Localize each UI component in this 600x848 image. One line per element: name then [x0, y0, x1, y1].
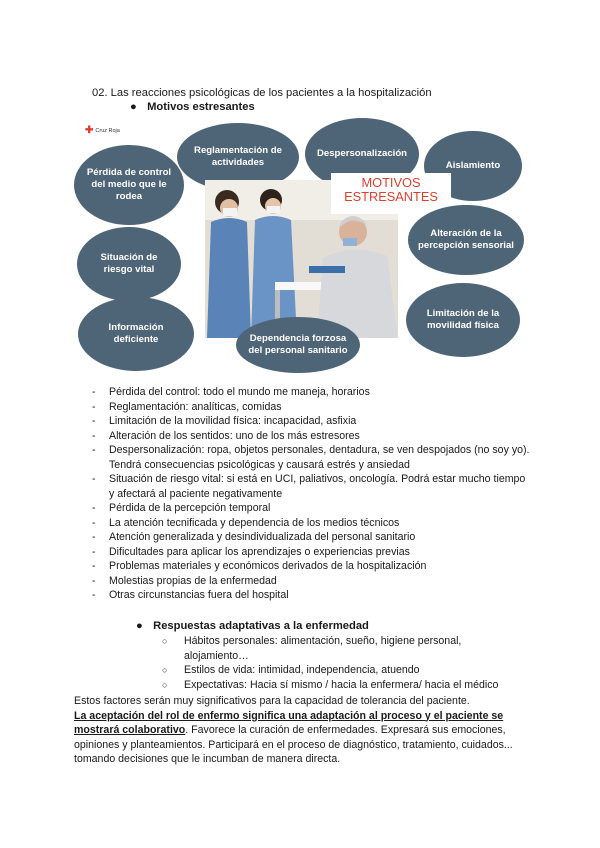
sub-list-item: ○ Expectativas: Hacia sí mismo / hacia la enfermera/ hacia el médico — [162, 678, 522, 693]
oval-aislamiento: Aislamiento — [424, 131, 522, 201]
motivos-title-line2: ESTRESANTES — [344, 189, 438, 205]
list-item: - La atención tecnificada y dependencia de los medios técnicos — [92, 516, 532, 531]
logo-text: Cruz Roja — [95, 127, 120, 134]
list-item: - Otras circunstancias fuera del hospital — [92, 588, 532, 603]
bullet-dot: ● — [130, 101, 137, 113]
list-item: - Pérdida del control: todo el mundo me maneja, horarios — [92, 385, 532, 400]
motivos-title-box — [331, 173, 451, 214]
bullet-motivos-label: Motivos estresantes — [147, 101, 255, 113]
closing-paragraph — [74, 694, 534, 767]
list-item: - Problemas materiales y económicos derivados de la hospitalización — [92, 559, 532, 574]
list-item: - Pérdida de la percepción temporal — [92, 501, 532, 516]
bullet-respuestas — [136, 620, 556, 632]
oval-perdida-control: Pérdida de control del medio que le rodea — [74, 145, 184, 225]
bullet-motivos — [130, 101, 255, 113]
list-item: - Dificultades para aplicar los aprendizajes o experiencias previas — [92, 545, 532, 560]
stress-factors-list — [92, 385, 532, 603]
section-heading: 02. Las reacciones psicológicas de los pacientes a la hospitalización — [92, 87, 432, 99]
list-item: - Molestias propias de la enfermedad — [92, 574, 532, 589]
paragraph-body — [74, 709, 534, 767]
list-item: - Despersonalización: ropa, objetos personales, dentadura, se ven despojados (no soy yo). Tendrá consecuencias psicológicas y causará estrés y ansiedad — [92, 443, 532, 472]
motivos-title-line1: MOTIVOS — [361, 175, 421, 190]
stress-factors-diagram — [74, 113, 524, 373]
oval-despersonalizacion: Despersonalización — [305, 118, 419, 190]
bullet-dot: ● — [136, 620, 143, 632]
oval-informacion-deficiente: Información deficiente — [78, 297, 194, 371]
sub-list-item: ○ Hábitos personales: alimentación, sueño, higiene personal, alojamiento… — [162, 634, 522, 663]
paragraph-intro: Estos factores serán muy significativos para la capacidad de tolerancia del paciente. — [74, 695, 470, 707]
bullet-respuestas-label: Respuestas adaptativas a la enfermedad — [153, 620, 369, 632]
oval-dependencia-forzosa: Dependencia forzosa del personal sanitario — [236, 317, 360, 373]
oval-situacion-riesgo: Situación de riesgo vital — [77, 227, 181, 301]
list-item: - Situación de riesgo vital: si está en UCI, paliativos, oncología. Podrá estar mucho tiempo y afectará al paciente negativamente — [92, 472, 532, 501]
list-item: - Limitación de la movilidad física: incapacidad, asfixia — [92, 414, 532, 429]
red-cross-icon: ✚ — [85, 125, 94, 136]
list-item: - Alteración de los sentidos: uno de los más estresores — [92, 429, 532, 444]
adaptive-responses-list — [162, 634, 522, 692]
oval-alteracion-percepcion: Alteración de la percepción sensorial — [408, 205, 524, 275]
red-cross-logo — [85, 125, 120, 136]
sub-list-item: ○ Estilos de vida: intimidad, independencia, atuendo — [162, 663, 522, 678]
paragraph-rest: . Favorece la curación de enfermedades. Expresará sus emociones, opiniones y planteamientos. Participará en el proceso de diagnóstico, tratamiento, cuidados... tomando decisiones que le incumban de manera directa. — [74, 724, 513, 765]
oval-reglamentacion: Reglamentación de actividades — [177, 123, 299, 191]
list-item: - Atención generalizada y desindividualizada del personal sanitario — [92, 530, 532, 545]
paragraph-underlined: La aceptación del rol de enfermo significa una adaptación al proceso y el paciente se mostrará colaborativo — [74, 709, 504, 736]
oval-limitacion-movilidad: Limitación de la movilidad física — [406, 283, 520, 357]
list-item: - Reglamentación: analíticas, comidas — [92, 400, 532, 415]
